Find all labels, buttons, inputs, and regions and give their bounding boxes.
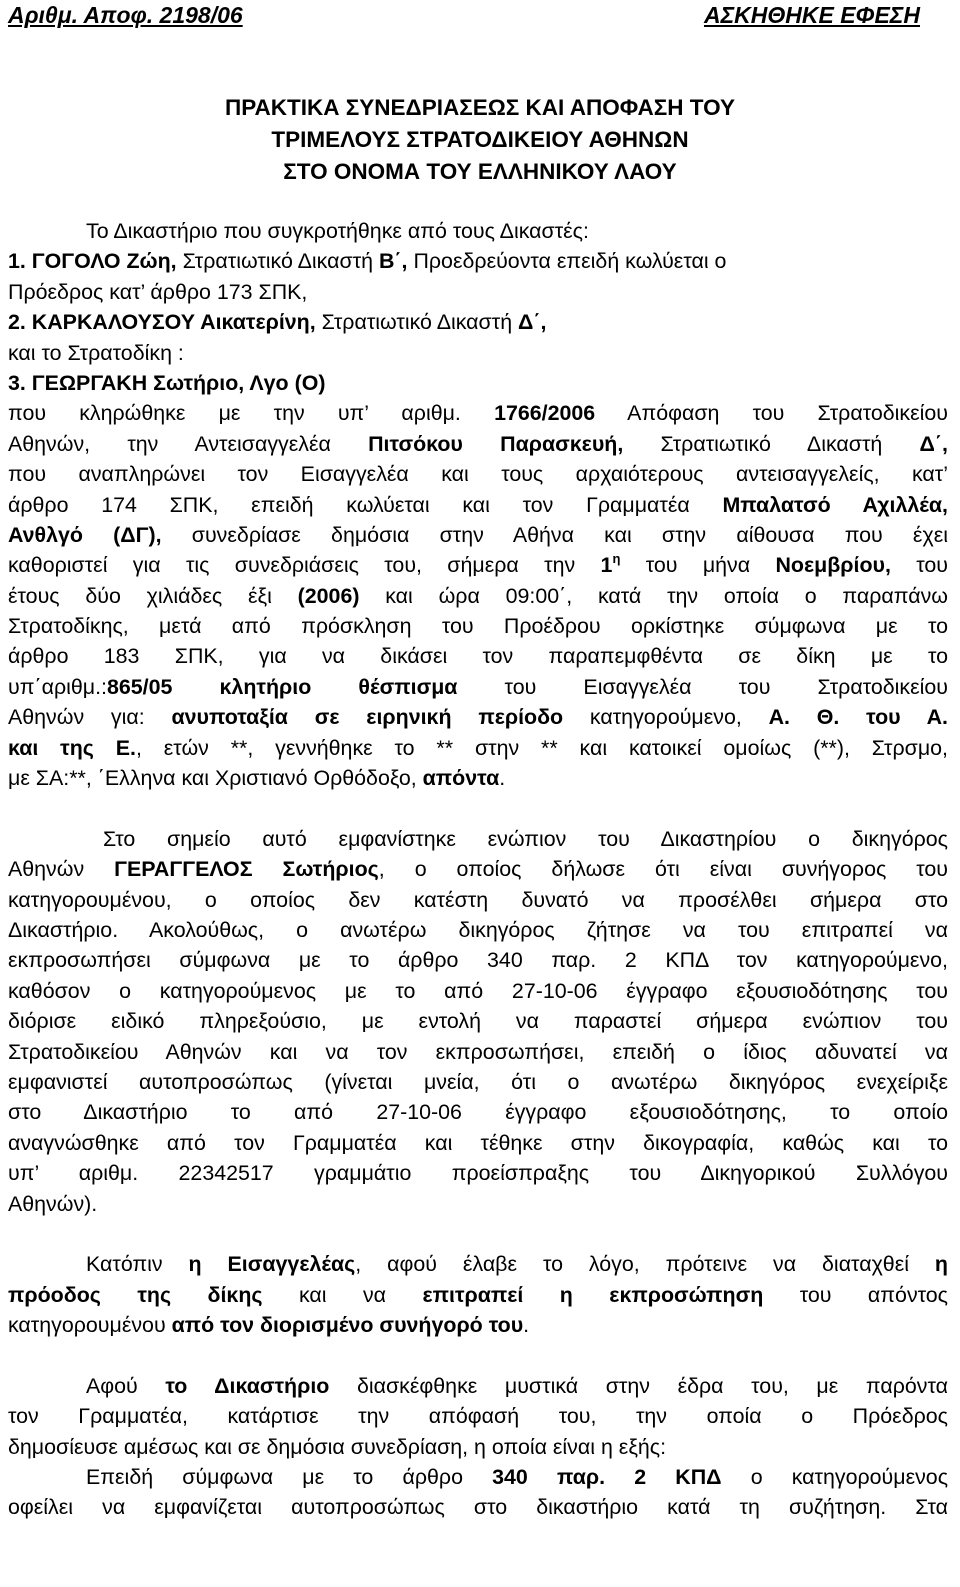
judge-1: 1. ΓΟΓΟΛΟ Ζώη, Στρατιωτικό Δικαστή Β΄, Προεδρεύοντα επειδή κωλύεται ο: [8, 249, 727, 274]
court-composition-intro: Το Δικαστήριο που συγκροτήθηκε από τους Δικαστές:: [86, 219, 589, 243]
paragraph-line: στο Δικαστήριο το από 27-10-06 έγγραφο εξουσιοδότησης, το οποίο: [8, 1100, 948, 1125]
paragraph-line: που κληρώθηκε με την υπ’ αριθμ. 1766/2006 Απόφαση του Στρατοδικείου: [8, 401, 948, 426]
paragraph-line: Αθηνών, την Αντεισαγγελέα Πιτσόκου Παρασκευή, Στρατιωτικό Δικαστή Δ΄,: [8, 431, 948, 456]
document-title: [0, 92, 960, 188]
paragraph-line: πρόοδος της δίκης και να επιτραπεί η εκπροσώπηση του απόντος: [8, 1282, 948, 1307]
paragraph-line: υπ΄αριθμ.:865/05 κλητήριο θέσπισμα του Εισαγγελέα του Στρατοδικείου: [8, 674, 948, 699]
paragraph-gap: [8, 793, 948, 823]
paragraph-line: εκπροσωπήσει σύμφωνα με το άρθρο 340 παρ. 2 ΚΠΔ τον κατηγορούμενο,: [8, 948, 948, 973]
judge-3: 3. ΓΕΩΡΓΑΚΗ Σωτήριο, Λγο (Ο): [8, 370, 326, 395]
paragraph-line: και της Ε., ετών **, γεννήθηκε το ** στην ** και κατοικεί ομοίως (**), Στρσμο,: [8, 735, 948, 760]
paragraph-line: Αθηνών ΓΕΡΑΓΓΕΛΟΣ Σωτήριος, ο οποίος δήλωσε ότι είναι συνήγορος του: [8, 857, 948, 882]
paragraph-line: καθόσον ο κατηγορούμενος με το από 27-10-06 έγγραφο εξουσιοδότησης του: [8, 978, 948, 1003]
paragraph-line: έτους δύο χιλιάδες έξι (2006) και ώρα 09:00΄, κατά την οποία ο παραπάνω: [8, 583, 948, 608]
paragraph-line: Στρατοδίκης, μετά από πρόσκληση του Προέδρου ορκίστηκε σύμφωνα με το: [8, 614, 948, 639]
paragraph-line: Αφού το Δικαστήριο διασκέφθηκε μυστικά στην έδρα του, με παρόντα: [86, 1373, 948, 1398]
paragraph-line: Δικαστήριο. Ακολούθως, ο ανωτέρω δικηγόρος ζήτησε να του επιτραπεί να: [8, 917, 948, 942]
paragraph-line: κατηγορουμένου από τον διορισμένο συνήγορό του.: [8, 1313, 530, 1338]
appeal-status: ΑΣΚΗΘΗΚΕ ΕΦΕΣΗ: [703, 2, 920, 28]
paragraph-line: διόρισε ειδικό πληρεξούσιο, με εντολή να παραστεί σήμερα ενώπιον του: [8, 1009, 948, 1034]
paragraph-line: άρθρο 174 ΣΠΚ, επειδή κωλύεται και τον Γραμματέα Μπαλατσό Αχιλλέα,: [8, 492, 948, 517]
paragraph-line: Στο σημείο αυτό εμφανίστηκε ενώπιον του Δικαστηρίου ο δικηγόρος: [103, 826, 948, 851]
paragraph-line: Ανθλγό (ΔΓ), συνεδρίασε δημόσια στην Αθήνα και στην αίθουσα που έχει: [8, 522, 948, 547]
title-line: ΣΤΟ ΟΝΟΜΑ ΤΟΥ ΕΛΛΗΝΙΚΟΥ ΛΑΟΥ: [283, 159, 677, 184]
paragraph-line: Επειδή σύμφωνα με το άρθρο 340 παρ. 2 ΚΠΔ ο κατηγορούμενος: [86, 1465, 948, 1490]
paragraph-line: υπ’ αριθμ. 22342517 γραμμάτιο προείσπραξης του Δικηγορικού Συλλόγου: [8, 1161, 948, 1186]
paragraph-line: Αθηνών).: [8, 1191, 98, 1216]
document-body: [8, 216, 948, 1523]
paragraph-line: αναγνώσθηκε από τον Γραμματέα και τέθηκε στην δικογραφία, καθώς και το: [8, 1130, 948, 1155]
paragraph-line: οφείλει να εμφανίζεται αυτοπροσώπως στο δικαστήριο κατά τη συζήτηση. Στα: [8, 1495, 948, 1520]
paragraph-gap: [8, 1340, 948, 1370]
paragraph-gap: [8, 1219, 948, 1249]
paragraph-line: Στρατοδικείου Αθηνών και να τον εκπροσωπήσει, επειδή ο ίδιος αδυνατεί να: [8, 1039, 948, 1064]
decision-number: Αριθμ. Αποφ. 2198/06: [8, 2, 243, 28]
paragraph-line: τον Γραμματέα, κατάρτισε την απόφασή του, την οποία ο Πρόεδρος: [8, 1404, 948, 1429]
paragraph-line: κατηγορουμένου, ο οποίος δεν κατέστη δυνατό να προσέλθει σήμερα στο: [8, 887, 948, 912]
judge-1-cont: Πρόεδρος κατ’ άρθρο 173 ΣΠΚ,: [8, 279, 308, 304]
paragraph-line: με ΣΑ:**, ΄Ελληνα και Χριστιανό Ορθόδοξο, απόντα.: [8, 766, 506, 791]
title-line: ΤΡΙΜΕΛΟΥΣ ΣΤΡΑΤΟΔΙΚΕΙΟΥ ΑΘΗΝΩΝ: [271, 127, 689, 152]
paragraph-line: καθοριστεί για τις συνεδριάσεις του, σήμερα την $1^\eta$ του μήνα Νοεμβρίου, του: [8, 551, 948, 578]
title-line: ΠΡΑΚΤΙΚΑ ΣΥΝΕΔΡΙΑΣΕΩΣ ΚΑΙ ΑΠΟΦΑΣΗ ΤΟΥ: [224, 95, 736, 120]
paragraph-line: Κατόπιν η Εισαγγελέας, αφού έλαβε το λόγο, πρότεινε να διαταχθεί η: [86, 1252, 948, 1277]
paragraph-line: άρθρο 183 ΣΠΚ, για να δικάσει τον παραπεμφθέντα σε δίκη με το: [8, 644, 948, 669]
judge-2: 2. ΚΑΡΚΑΛΟΥΣΟΥ Αικατερίνη, Στρατιωτικό Δικαστή Δ΄,: [8, 310, 547, 335]
paragraph-line: που αναπληρώνει τον Εισαγγελέα και τους αρχαιότερους αντεισαγγελείς, κατ’: [8, 462, 948, 487]
judge-2-cont: και το Στρατοδίκη :: [8, 340, 184, 365]
paragraph-line: εμφανιστεί αυτοπροσώπως (γίνεται μνεία, ότι ο ανωτέρω δικηγόρος ενεχείριξε: [8, 1069, 948, 1094]
paragraph-line: δημοσίευσε αμέσως και σε δημόσια συνεδρίαση, η οποία είναι η εξής:: [8, 1434, 667, 1459]
document-header: [8, 2, 920, 32]
paragraph-line: Αθηνών για: ανυποταξία σε ειρηνική περίοδο κατηγορούμενο, Α. Θ. του Α.: [8, 705, 948, 730]
